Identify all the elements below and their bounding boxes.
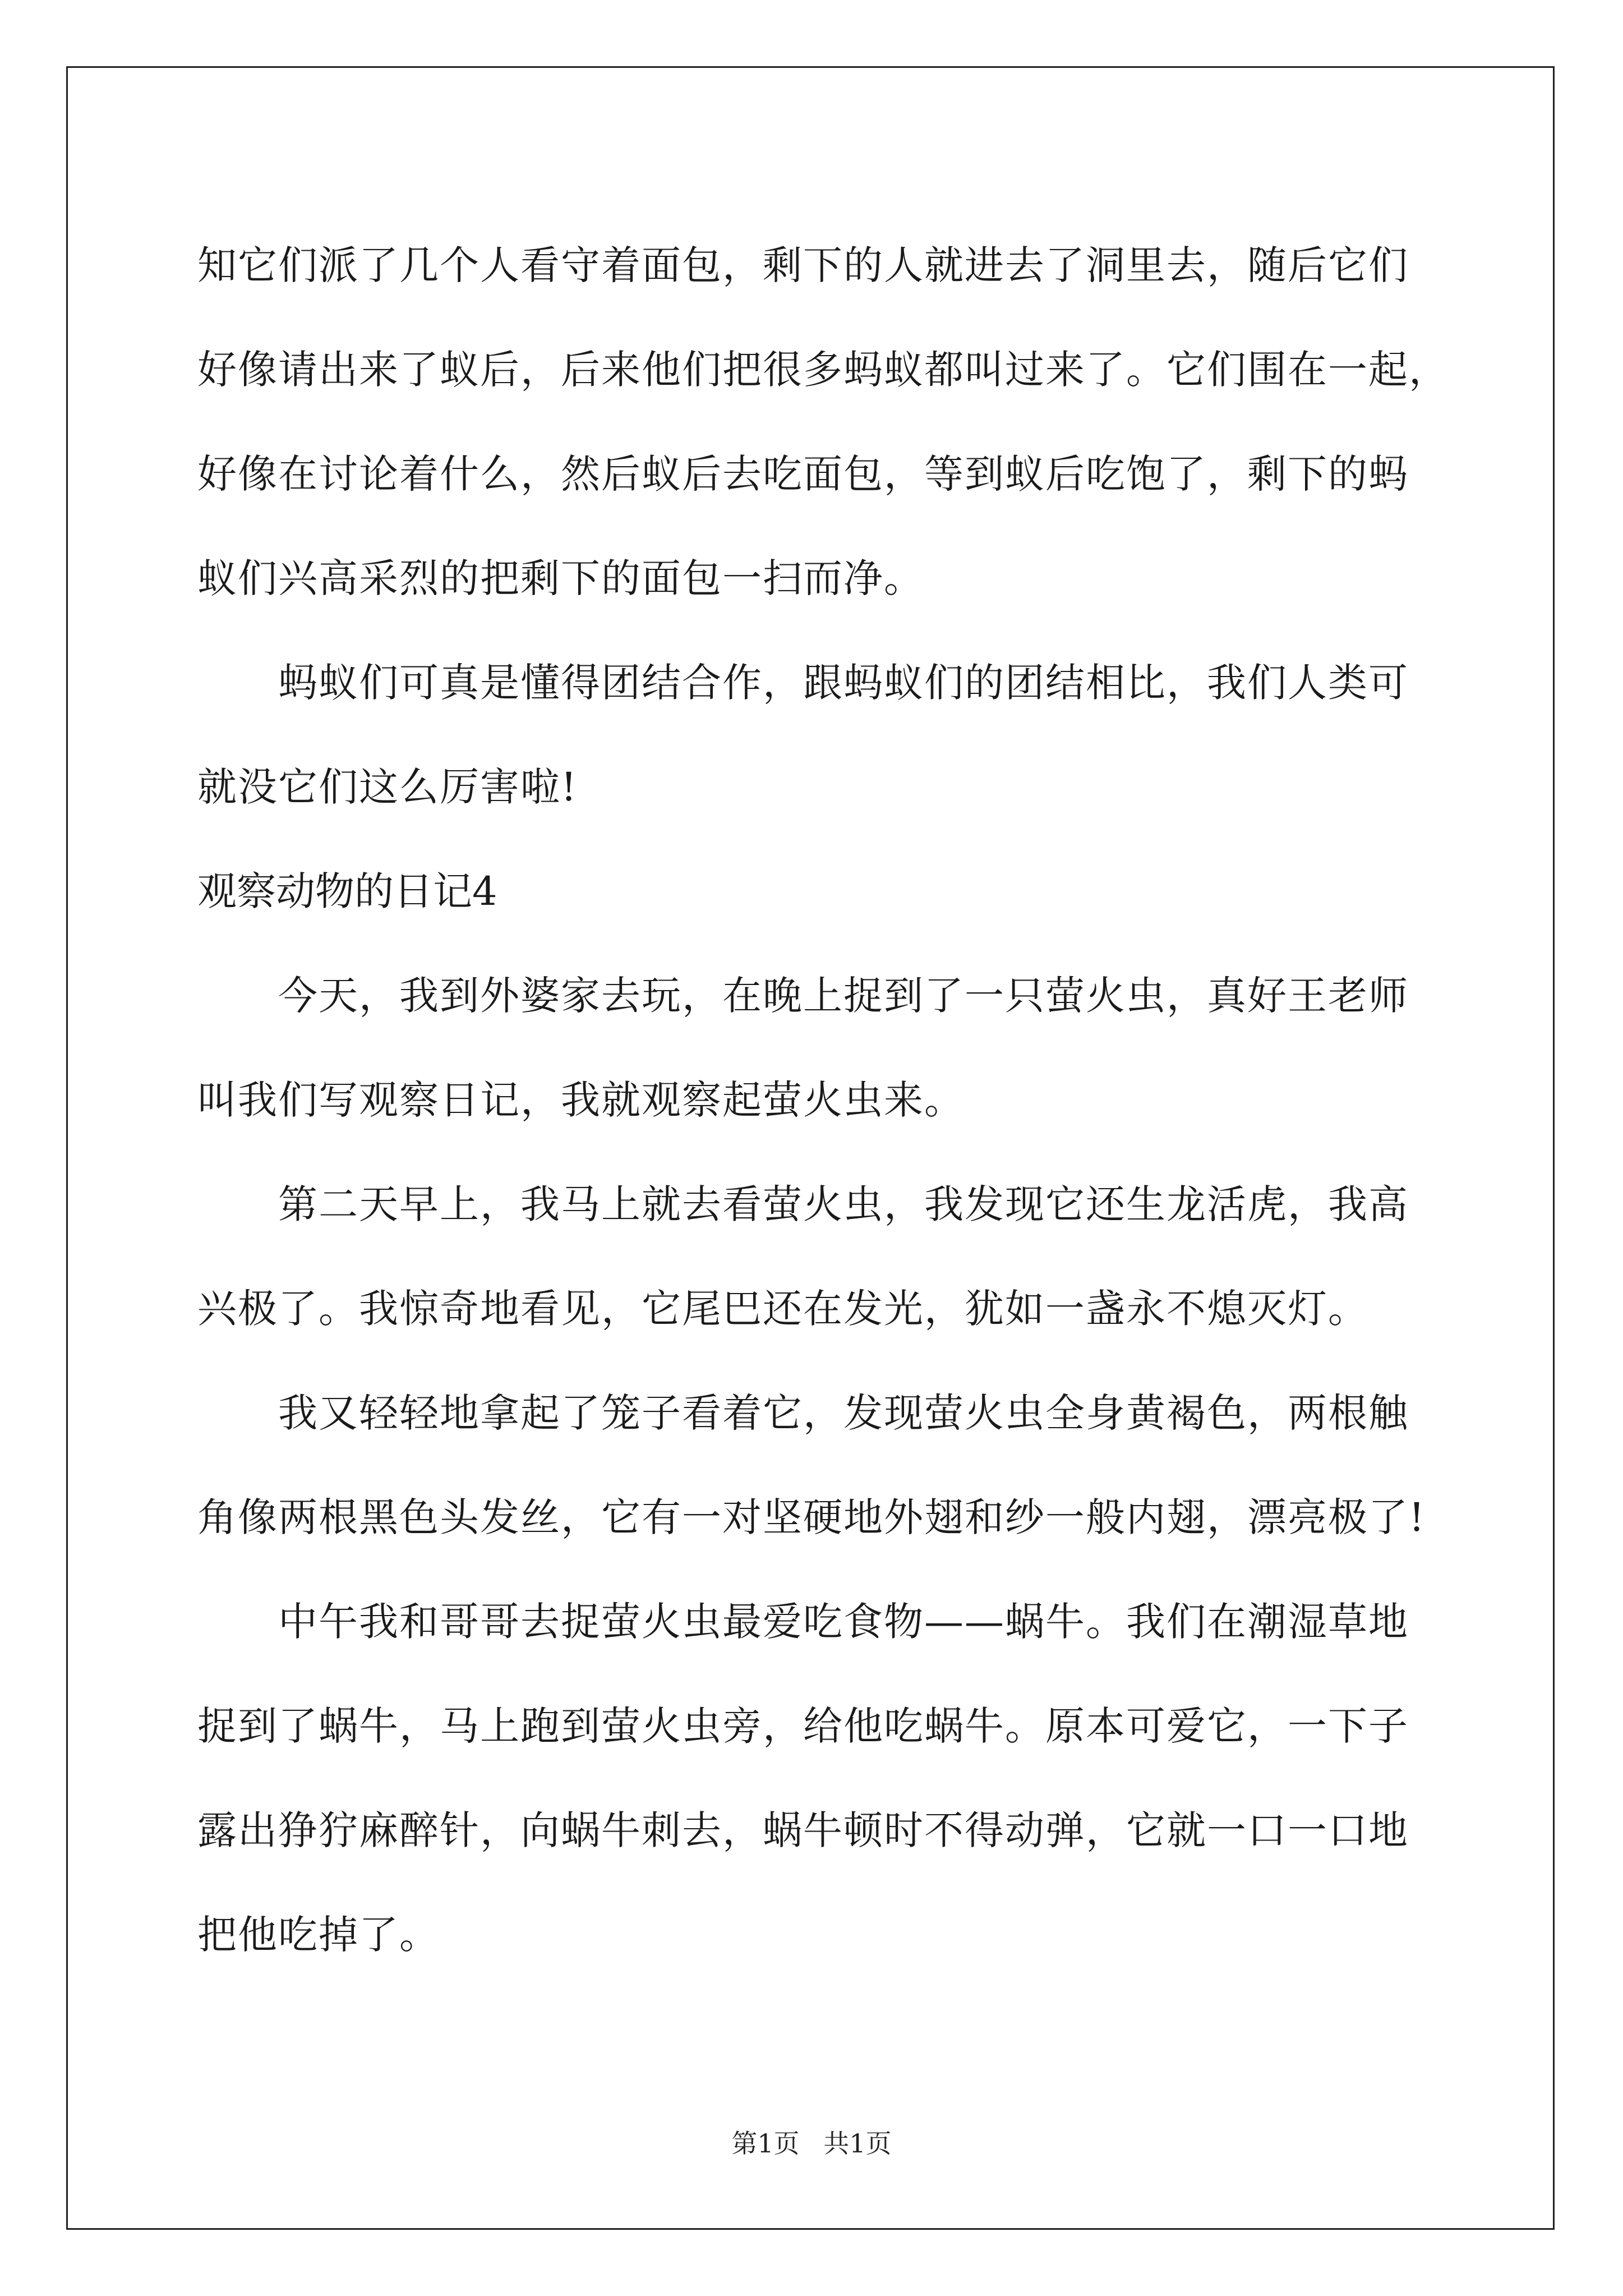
text-line: 蚁们兴高采烈的把剩下的面包一扫而净。 bbox=[197, 555, 924, 601]
text-line: 捉到了蜗牛，马上跑到萤火虫旁，给他吃蜗牛。原本可爱它，一下子 bbox=[197, 1703, 1409, 1749]
page-footer bbox=[0, 2123, 1623, 2160]
text-line: 知它们派了几个人看守着面包，剩下的人就进去了洞里去，随后它们 bbox=[197, 242, 1409, 288]
text-line: 露出狰狞麻醉针，向蜗牛刺去，蜗牛顿时不得动弹，它就一口一口地 bbox=[197, 1807, 1409, 1853]
text-line: 角像两根黑色头发丝，它有一对坚硬地外翅和纱一般内翅，漂亮极了! bbox=[197, 1494, 1426, 1540]
text-line: 中午我和哥哥去捉萤火虫最爱吃食物——蜗牛。我们在潮湿草地 bbox=[278, 1599, 1409, 1645]
text-line: 第二天早上，我马上就去看萤火虫，我发现它还生龙活虎，我高 bbox=[278, 1181, 1409, 1227]
text-line: 把他吃掉了。 bbox=[197, 1912, 440, 1958]
text-line: 我又轻轻地拿起了笼子看着它，发现萤火虫全身黄褐色，两根触 bbox=[278, 1390, 1409, 1436]
text-line: 好像在讨论着什么，然后蚁后去吃面包，等到蚁后吃饱了，剩下的蚂 bbox=[197, 451, 1409, 497]
document-body bbox=[197, 213, 1449, 1987]
text-line: 叫我们写观察日记，我就观察起萤火虫来。 bbox=[197, 1077, 965, 1123]
text-line: 蚂蚁们可真是懂得团结合作，跟蚂蚁们的团结相比，我们人类可 bbox=[278, 660, 1409, 706]
text-line: 今天，我到外婆家去玩，在晚上捉到了一只萤火虫，真好王老师 bbox=[278, 973, 1409, 1019]
page-number-total: 共1页 bbox=[823, 2128, 892, 2159]
page-number-current: 第1页 bbox=[731, 2128, 800, 2159]
text-line: 就没它们这么厉害啦! bbox=[197, 764, 578, 810]
text-line: 好像请出来了蚁后，后来他们把很多蚂蚁都叫过来了。它们围在一起， bbox=[197, 347, 1449, 393]
section-title: 观察动物的日记4 bbox=[197, 868, 497, 914]
text-line: 兴极了。我惊奇地看见，它尾巴还在发光，犹如一盏永不熄灭灯。 bbox=[197, 1286, 1368, 1332]
